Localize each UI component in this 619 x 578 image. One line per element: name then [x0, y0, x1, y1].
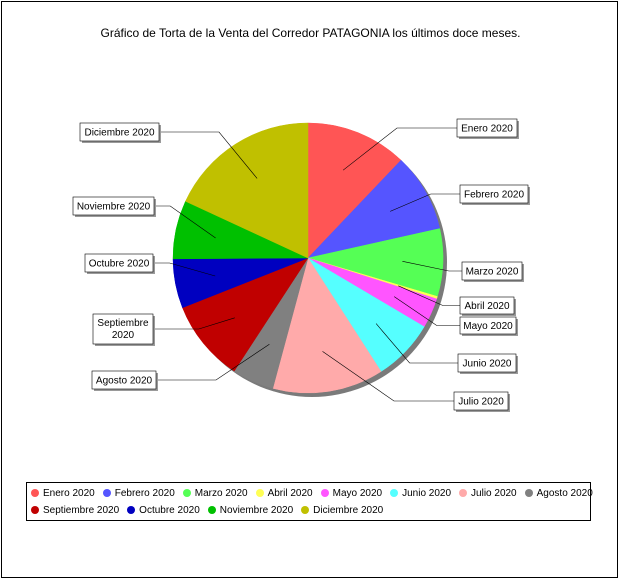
svg-text:Diciembre 2020: Diciembre 2020	[84, 127, 155, 139]
legend-label: Octubre 2020	[139, 504, 200, 516]
svg-text:Septiembre: Septiembre	[97, 318, 149, 329]
legend-item	[103, 488, 175, 499]
legend-label: Noviembre 2020	[219, 504, 294, 516]
legend-item	[256, 488, 313, 499]
legend-label: Abril 2020	[267, 487, 313, 499]
slice-label	[93, 314, 155, 346]
chart-title: Gráfico de Torta de la Venta del Corredor PATAGONIA los últimos doce meses.	[100, 26, 521, 40]
legend-item	[183, 488, 248, 499]
legend-swatch	[301, 506, 309, 514]
legend-swatch	[321, 489, 329, 497]
svg-text:Octubre 2020: Octubre 2020	[88, 258, 150, 270]
chart-legend	[26, 482, 591, 521]
slice-label	[73, 197, 156, 217]
legend-item	[459, 488, 517, 499]
slice-label	[92, 371, 158, 391]
legend-item	[31, 505, 119, 516]
legend-label: Mayo 2020	[332, 487, 383, 499]
svg-text:Mayo 2020: Mayo 2020	[463, 321, 513, 332]
slice-label	[460, 297, 516, 316]
pie-slices	[173, 123, 443, 393]
legend-swatch	[390, 489, 398, 497]
legend-swatch	[459, 489, 467, 497]
legend-swatch	[31, 489, 39, 497]
svg-text:Junio 2020: Junio 2020	[462, 358, 512, 370]
svg-text:Febrero 2020: Febrero 2020	[463, 189, 525, 201]
legend-item	[31, 488, 95, 499]
slice-label	[460, 317, 518, 336]
legend-item	[127, 505, 200, 516]
legend-item	[301, 505, 383, 516]
slice-label	[80, 123, 161, 143]
legend-label: Julio 2020	[471, 487, 517, 499]
legend-swatch	[183, 489, 191, 497]
svg-text:2020: 2020	[111, 330, 135, 341]
legend-swatch	[208, 506, 216, 514]
slice-label	[460, 185, 530, 205]
slice-label	[458, 354, 518, 374]
legend-label: Enero 2020	[43, 487, 95, 499]
legend-swatch	[525, 489, 533, 497]
svg-text:Enero 2020: Enero 2020	[461, 123, 513, 135]
legend-item	[390, 488, 451, 499]
legend-swatch	[103, 489, 111, 497]
legend-label: Septiembre 2020	[43, 504, 120, 516]
legend-item	[321, 488, 382, 499]
svg-text:Marzo 2020: Marzo 2020	[465, 266, 519, 278]
slice-label	[462, 262, 524, 282]
svg-text:Julio 2020: Julio 2020	[458, 396, 504, 408]
legend-row	[31, 486, 601, 500]
slice-label	[457, 119, 519, 139]
legend-label: Diciembre 2020	[313, 504, 384, 516]
slice-label	[454, 392, 510, 412]
legend-swatch	[127, 506, 135, 514]
legend-swatch	[256, 489, 264, 497]
legend-item	[208, 505, 293, 516]
svg-text:Abril 2020: Abril 2020	[464, 301, 510, 312]
legend-item	[525, 488, 593, 499]
svg-text:Agosto 2020: Agosto 2020	[95, 375, 153, 387]
legend-swatch	[31, 506, 39, 514]
legend-label: Marzo 2020	[194, 487, 248, 499]
legend-label: Febrero 2020	[114, 487, 175, 499]
svg-text:Noviembre 2020: Noviembre 2020	[76, 201, 151, 213]
slice-label	[85, 254, 155, 274]
legend-label: Agosto 2020	[536, 487, 593, 499]
legend-label: Junio 2020	[402, 487, 452, 499]
legend-row	[31, 503, 391, 517]
